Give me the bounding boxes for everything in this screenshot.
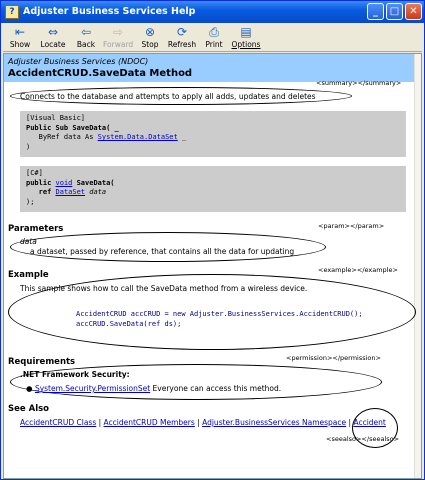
seealso-tag: <seealso></seealso> — [326, 435, 400, 443]
vb-syntax-box — [20, 111, 406, 157]
parameters-heading: Parameters — [8, 224, 64, 234]
see-also-separator: | — [96, 418, 104, 427]
back-label: Back — [76, 40, 96, 49]
example-code-line-1: AccidentCRUD accCRUD = new Adjuster.BusinessServices.AccidentCRUD(); — [76, 310, 363, 318]
back-arrow-icon: ⇦ — [80, 25, 92, 39]
see-also-heading: See Also — [8, 404, 50, 414]
maximize-button[interactable]: □ — [386, 3, 403, 20]
page-banner — [4, 54, 414, 82]
help-book-icon: ? — [5, 5, 19, 19]
requirements-heading: Requirements — [8, 357, 76, 367]
example-heading: Example — [8, 270, 49, 280]
stop-button[interactable] — [139, 24, 161, 52]
summary-text: Connects to the database and attempts to apply all adds, updates and deletes — [20, 92, 316, 101]
print-icon: ⎙ — [209, 25, 219, 39]
stop-label: Stop — [141, 40, 159, 49]
param-tag: <param></param> — [318, 222, 385, 230]
toolbar — [3, 24, 422, 52]
example-tag: <example></example> — [318, 266, 398, 274]
help-content[interactable] — [3, 53, 422, 479]
show-icon: ⇤ — [14, 25, 26, 39]
framework-security-label: .NET Framework Security: — [20, 370, 130, 379]
locate-icon: ⇔ — [47, 25, 59, 39]
bullet-icon: ● — [26, 384, 35, 393]
permission-bullet — [26, 384, 281, 393]
cs-dataset-link[interactable]: DataSet — [55, 188, 86, 196]
show-label: Show — [9, 40, 31, 49]
stop-icon: ⊗ — [144, 25, 156, 39]
refresh-label: Refresh — [167, 40, 197, 49]
see-also-separator: | — [194, 418, 203, 427]
vb-line-2-prefix: ByRef data As — [26, 133, 98, 141]
options-button[interactable] — [231, 24, 261, 52]
cs-syntax-box — [20, 166, 406, 212]
options-label: Options — [231, 40, 261, 49]
refresh-icon: ⟳ — [176, 25, 188, 39]
vertical-scrollbar[interactable] — [414, 54, 422, 478]
see-also-link-namespace[interactable]: Adjuster.BusinessServices Namespace — [202, 418, 347, 427]
cs-lang-label: [C#] — [26, 169, 43, 177]
forward-button[interactable] — [103, 24, 133, 52]
param-name: data — [20, 237, 37, 246]
cs-line-1-suffix: SaveData( — [72, 178, 115, 187]
see-also-separator: | — [346, 418, 354, 427]
refresh-button[interactable] — [167, 24, 197, 52]
minimize-button[interactable]: _ — [367, 3, 384, 20]
summary-tag: <summary></summary> — [316, 79, 402, 87]
vb-line-2-suffix: _ — [177, 133, 187, 141]
locate-label: Locate — [40, 40, 66, 49]
permission-tag: <permission></permission> — [286, 354, 381, 362]
see-also-links — [20, 418, 386, 427]
close-button[interactable]: ✕ — [405, 3, 422, 20]
see-also-link-accident[interactable]: Accident — [353, 418, 386, 427]
cs-line-1-prefix: public — [26, 178, 56, 187]
window-title: Adjuster Business Services Help — [23, 6, 196, 17]
breadcrumb: Adjuster Business Services (NDOC) — [8, 57, 149, 66]
forward-arrow-icon: ⇨ — [112, 25, 124, 39]
title-bar[interactable] — [1, 1, 424, 23]
vb-dataset-link[interactable]: System.Data.DataSet — [97, 133, 178, 141]
example-intro: This sample shows how to call the SaveData method from a wireless device. — [20, 284, 308, 293]
param-description: a dataset, passed by reference, that contains all the data for updating — [30, 247, 295, 256]
example-code-line-2: accCRUD.SaveData(ref ds); — [76, 320, 182, 328]
see-also-link-class[interactable]: AccidentCRUD Class — [20, 418, 97, 427]
options-icon: ▤ — [240, 25, 252, 39]
vb-line-1: Public Sub SaveData( _ — [26, 123, 119, 132]
cs-line-2-suffix: data — [85, 188, 107, 196]
forward-label: Forward — [103, 40, 134, 49]
back-button[interactable] — [73, 24, 99, 52]
cs-line-3: ); — [26, 197, 35, 206]
cs-line-2-prefix: ref — [26, 188, 56, 196]
see-also-link-members[interactable]: AccidentCRUD Members — [103, 418, 195, 427]
print-label: Print — [205, 40, 223, 49]
show-button[interactable] — [7, 24, 33, 52]
print-button[interactable] — [203, 24, 225, 52]
permissionset-link[interactable]: System.Security.PermissionSet — [34, 384, 151, 393]
permission-description: Everyone can access this method. — [150, 384, 282, 393]
locate-button[interactable] — [39, 24, 67, 52]
vb-line-3: ) — [26, 142, 31, 151]
vb-lang-label: [Visual Basic] — [26, 114, 86, 122]
page-title: AccidentCRUD.SaveData Method — [8, 68, 193, 79]
cs-void-link[interactable]: void — [55, 178, 73, 187]
